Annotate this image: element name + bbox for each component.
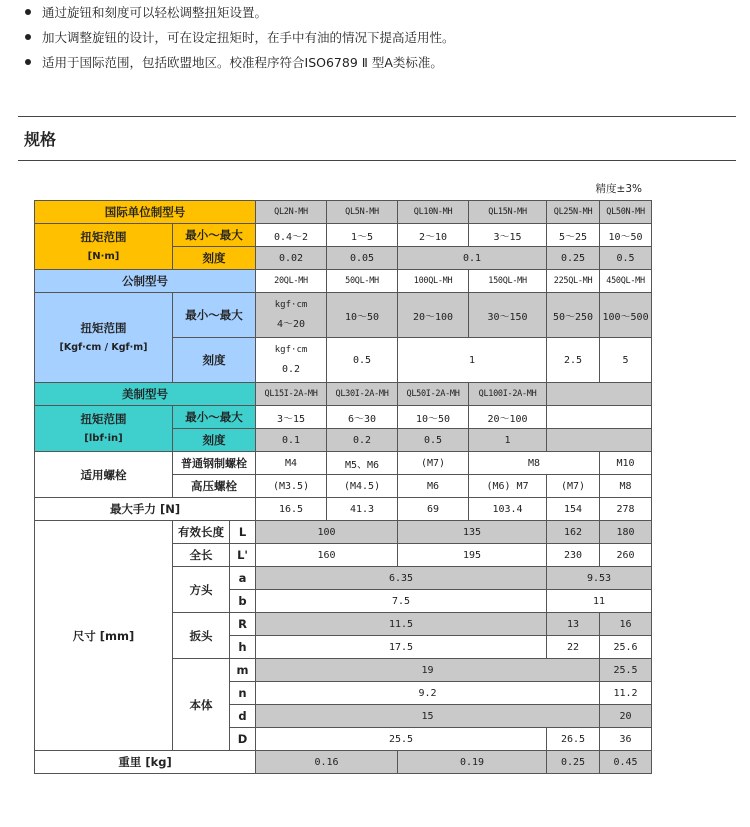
scale-label: 刻度: [173, 247, 256, 270]
dim-cell: 25.5: [600, 659, 652, 682]
range-cell: 3～15: [469, 224, 547, 247]
feature-item: 加大调整旋钮的设计，可在设定扭矩时，在手中有油的情况下提高适用性。: [22, 25, 742, 50]
force-cell: 69: [398, 498, 469, 521]
dim-cell: 135: [398, 521, 547, 544]
model-cell: QL15I-2A-MH: [256, 383, 327, 406]
dim-cell: 100: [256, 521, 398, 544]
range-cell: 20～100: [398, 293, 469, 338]
force-cell: 278: [600, 498, 652, 521]
bolt-cell: (M6) M7: [469, 475, 547, 498]
dim-cell: 22: [547, 636, 600, 659]
total-length-label: 全长: [173, 544, 230, 567]
range-cell: 1～5: [327, 224, 398, 247]
range-cell: 100～500: [600, 293, 652, 338]
bolt-high-label: 高压螺栓: [173, 475, 256, 498]
dim-cell: 160: [256, 544, 398, 567]
bolt-cell: M4: [256, 452, 327, 475]
dim-cell: 230: [547, 544, 600, 567]
us-torque-range-label: 扭矩范围 [lbf·in]: [35, 406, 173, 452]
model-cell: 20QL-MH: [256, 270, 327, 293]
dim-cell: 16: [600, 613, 652, 636]
scale-cell: kgf·cm 0.2: [256, 338, 327, 383]
scale-cell: 0.1: [256, 429, 327, 452]
model-cell: QL25N-MH: [547, 201, 600, 224]
us-model-label: 美制型号: [35, 383, 256, 406]
range-cell: 6～30: [327, 406, 398, 429]
metric-torque-range-label: 扭矩范围 [Kgf·cm / Kgf·m]: [35, 293, 173, 383]
dim-key: D: [230, 728, 256, 751]
section-title: 规格: [24, 130, 57, 149]
dim-cell: 11.5: [256, 613, 547, 636]
range-cell: kgf·cm 4～20: [256, 293, 327, 338]
scale-cell: 0.5: [398, 429, 469, 452]
dim-cell: 11: [547, 590, 652, 613]
scale-cell: 0.1: [398, 247, 547, 270]
model-cell: QL50N-MH: [600, 201, 652, 224]
range-cell: 3～15: [256, 406, 327, 429]
bolt-cell: (M7): [398, 452, 469, 475]
model-cell: QL5N-MH: [327, 201, 398, 224]
dim-cell: 36: [600, 728, 652, 751]
scale-cell: 5: [600, 338, 652, 383]
dim-key: L': [230, 544, 256, 567]
dim-cell: 260: [600, 544, 652, 567]
scale-cell: 2.5: [547, 338, 600, 383]
range-cell: 20～100: [469, 406, 547, 429]
range-cell: 30～150: [469, 293, 547, 338]
weight-cell: 0.25: [547, 751, 600, 774]
force-cell: 16.5: [256, 498, 327, 521]
range-cell: 50～250: [547, 293, 600, 338]
dim-key: b: [230, 590, 256, 613]
dim-cell: 7.5: [256, 590, 547, 613]
dim-cell: 20: [600, 705, 652, 728]
bolt-cell: (M3.5): [256, 475, 327, 498]
dim-key: h: [230, 636, 256, 659]
dim-key: R: [230, 613, 256, 636]
scale-cell: 1: [398, 338, 547, 383]
accuracy-note: 精度±3%: [595, 183, 642, 195]
range-cell: 5～25: [547, 224, 600, 247]
model-cell: QL50I-2A-MH: [398, 383, 469, 406]
si-model-label: 国际单位制型号: [35, 201, 256, 224]
body-label: 本体: [173, 659, 230, 751]
scale-cell: 0.02: [256, 247, 327, 270]
range-cell: 0.4～2: [256, 224, 327, 247]
dim-cell: 17.5: [256, 636, 547, 659]
model-cell: QL100I-2A-MH: [469, 383, 547, 406]
bolt-cell: (M4.5): [327, 475, 398, 498]
scale-label: 刻度: [173, 429, 256, 452]
model-cell: QL15N-MH: [469, 201, 547, 224]
scale-cell: 0.2: [327, 429, 398, 452]
min-max-label: 最小～最大: [173, 406, 256, 429]
dim-key: d: [230, 705, 256, 728]
force-cell: 41.3: [327, 498, 398, 521]
feature-item: 适用于国际范围，包括欧盟地区。校准程序符合ISO6789 Ⅱ 型A类标准。: [22, 50, 742, 75]
square-head-label: 方头: [173, 567, 230, 613]
weight-cell: 0.16: [256, 751, 398, 774]
bolt-cell: M6: [398, 475, 469, 498]
min-max-label: 最小～最大: [173, 293, 256, 338]
dim-cell: 11.2: [600, 682, 652, 705]
feature-list: [22, 0, 742, 75]
spec-section-header: [18, 116, 736, 161]
empty-cell: [547, 429, 652, 452]
scale-cell: 0.25: [547, 247, 600, 270]
dim-cell: 25.6: [600, 636, 652, 659]
dim-cell: 180: [600, 521, 652, 544]
model-cell: 450QL-MH: [600, 270, 652, 293]
ratchet-head-label: 扳头: [173, 613, 230, 659]
metric-model-label: 公制型号: [35, 270, 256, 293]
force-cell: 103.4: [469, 498, 547, 521]
dim-cell: 6.35: [256, 567, 547, 590]
dim-cell: 15: [256, 705, 600, 728]
force-cell: 154: [547, 498, 600, 521]
spec-table: [34, 200, 652, 774]
dim-cell: 162: [547, 521, 600, 544]
bolt-cell: M8: [469, 452, 600, 475]
range-cell: 10～50: [398, 406, 469, 429]
dim-cell: 13: [547, 613, 600, 636]
dim-cell: 9.53: [547, 567, 652, 590]
feature-item: 通过旋钮和刻度可以轻松调整扭矩设置。: [22, 0, 742, 25]
weight-cell: 0.19: [398, 751, 547, 774]
min-max-label: 最小～最大: [173, 224, 256, 247]
bolt-cell: M10: [600, 452, 652, 475]
empty-cell: [547, 383, 652, 406]
model-cell: 100QL-MH: [398, 270, 469, 293]
scale-label: 刻度: [173, 338, 256, 383]
weight-cell: 0.45: [600, 751, 652, 774]
model-cell: QL30I-2A-MH: [327, 383, 398, 406]
effective-length-label: 有效长度: [173, 521, 230, 544]
scale-cell: 0.5: [600, 247, 652, 270]
dimension-label: 尺寸 [mm]: [35, 521, 173, 751]
bolt-cell: M8: [600, 475, 652, 498]
dim-cell: 9.2: [256, 682, 600, 705]
range-cell: 10～50: [327, 293, 398, 338]
dim-key: L: [230, 521, 256, 544]
model-cell: 150QL-MH: [469, 270, 547, 293]
dim-key: m: [230, 659, 256, 682]
weight-label: 重里 [kg]: [35, 751, 256, 774]
model-cell: 225QL-MH: [547, 270, 600, 293]
model-cell: 50QL-MH: [327, 270, 398, 293]
max-force-label: 最大手力 [N]: [35, 498, 256, 521]
model-cell: QL2N-MH: [256, 201, 327, 224]
dim-key: n: [230, 682, 256, 705]
model-cell: QL10N-MH: [398, 201, 469, 224]
scale-cell: 0.05: [327, 247, 398, 270]
scale-cell: 1: [469, 429, 547, 452]
si-torque-range-label: 扭矩范围 [N·m]: [35, 224, 173, 270]
dim-cell: 195: [398, 544, 547, 567]
empty-cell: [547, 406, 652, 429]
bolt-cell: (M7): [547, 475, 600, 498]
bolt-cell: M5、M6: [327, 452, 398, 475]
bolt-normal-label: 普通钢制螺栓: [173, 452, 256, 475]
bolt-label: 适用螺栓: [35, 452, 173, 498]
scale-cell: 0.5: [327, 338, 398, 383]
dim-cell: 26.5: [547, 728, 600, 751]
range-cell: 10～50: [600, 224, 652, 247]
range-cell: 2～10: [398, 224, 469, 247]
dim-cell: 25.5: [256, 728, 547, 751]
dim-cell: 19: [256, 659, 600, 682]
dim-key: a: [230, 567, 256, 590]
